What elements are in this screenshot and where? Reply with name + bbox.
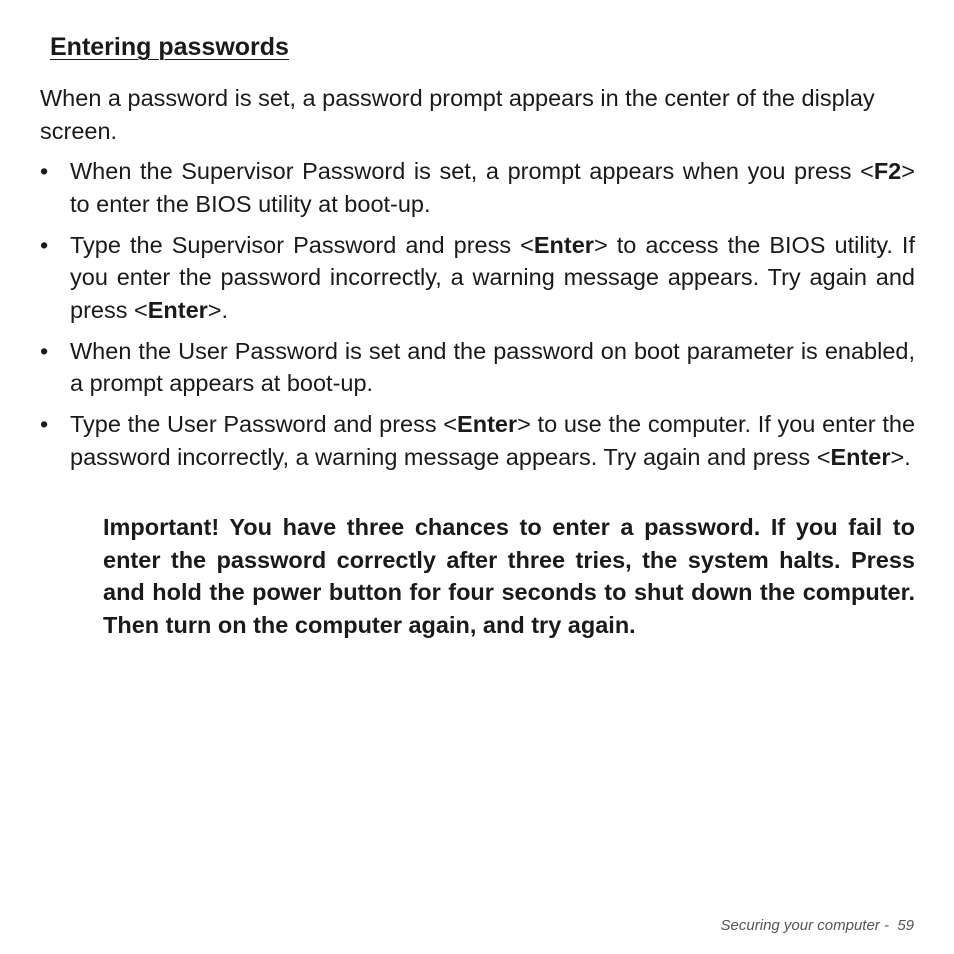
bullet-text: >. xyxy=(207,296,229,323)
bullet-text: > to access the BIOS utility. If you enter the password incorrectly, a warning message appears. Try again and press < xyxy=(70,231,915,323)
footer-separator: - xyxy=(883,917,889,934)
bullet-text: When the User Password is set and the password on boot parameter is enabled, a prompt appears at boot-up. xyxy=(70,337,915,396)
bullet-marker: • xyxy=(40,158,49,184)
list-item xyxy=(40,155,915,220)
bullet-text: When the Supervisor Password is set, a prompt appears when you press < xyxy=(70,158,874,184)
bullet-text: >. xyxy=(890,443,911,470)
bullet-text: > to enter the BIOS utility at boot-up. xyxy=(70,158,915,217)
bullet-text: Type the Supervisor Password and press < xyxy=(70,231,534,258)
page-number: 59 xyxy=(897,917,914,934)
key-name: Enter xyxy=(147,296,208,323)
key-name: Enter xyxy=(533,231,594,258)
bullet-marker: • xyxy=(40,411,49,437)
bullet-marker: • xyxy=(40,231,49,258)
key-name: Enter xyxy=(830,443,891,470)
bullet-text: Type the User Password and press < xyxy=(70,411,458,437)
page-footer xyxy=(721,917,914,934)
important-note: Important! You have three chances to enter a password. If you fail to enter the password correctly after three tries, the system halts. Press and hold the power button for four seconds to shut down the computer. Then turn on the computer again, and try again. xyxy=(103,514,915,638)
intro-paragraph: When a password is set, a password prompt appears in the center of the display screen. xyxy=(40,85,875,144)
bullet-list xyxy=(40,155,915,482)
bullet-marker: • xyxy=(40,337,49,364)
key-name: Enter xyxy=(457,411,518,437)
section-heading: Entering passwords xyxy=(50,33,289,61)
list-item xyxy=(40,408,915,473)
bullet-text: > to use the computer. If you enter the password incorrectly, a warning message appears. Try again and press < xyxy=(70,411,916,470)
list-item xyxy=(40,229,915,327)
key-name: F2 xyxy=(873,158,902,184)
list-item xyxy=(40,335,915,400)
footer-section-title: Securing your computer xyxy=(720,917,880,934)
